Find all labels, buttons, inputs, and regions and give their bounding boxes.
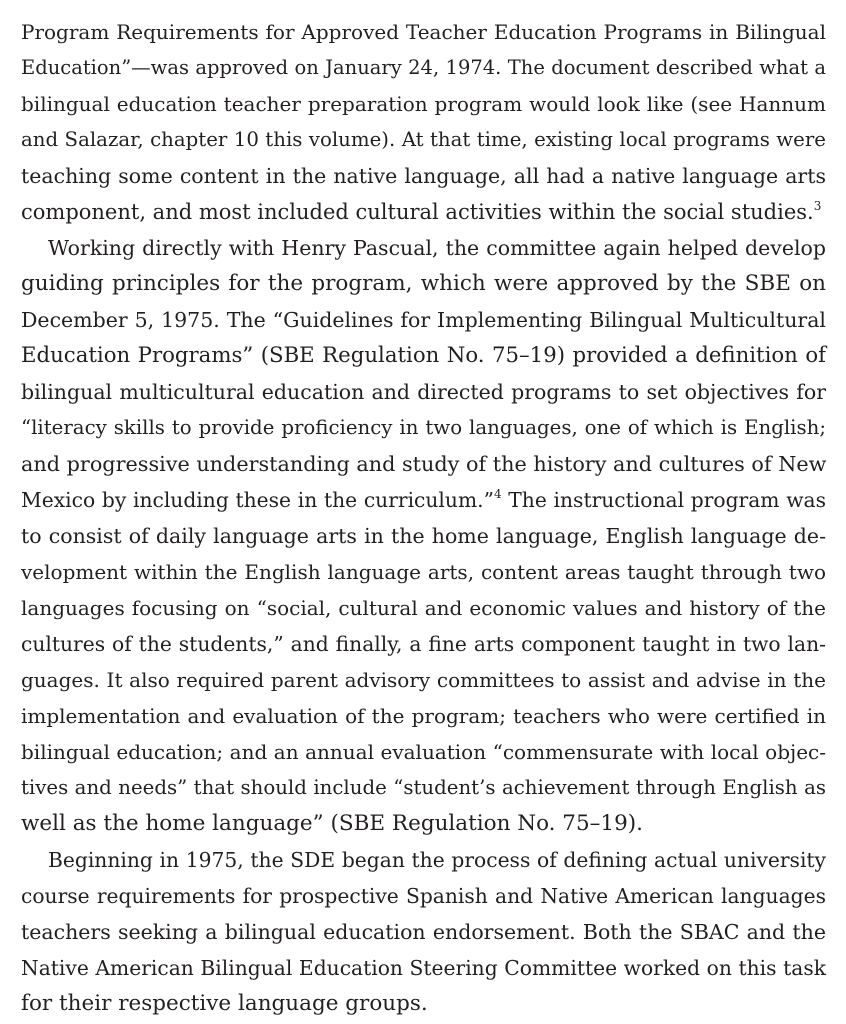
text-line: Beginning in 1975, the SDE began the process of defining actual university bbox=[48, 848, 826, 872]
paragraph-3 bbox=[21, 842, 826, 1022]
text-line: Education Programs” (SBE Regulation No. 75–19) provided a definition of bbox=[21, 343, 826, 368]
text-line: bilingual education; and an annual evaluation “commensurate with local objec- bbox=[21, 740, 826, 764]
text-line: December 5, 1975. The “Guidelines for Implementing Bilingual Multicultural bbox=[21, 308, 826, 332]
text-line: Working directly with Henry Pascual, the committee again helped develop bbox=[48, 236, 826, 260]
text-line: Program Requirements for Approved Teacher Education Programs in Bilingual bbox=[21, 20, 826, 44]
text-line: for their respective language groups. bbox=[21, 991, 428, 1016]
text-line: Native American Bilingual Education Steering Committee worked on this task bbox=[21, 956, 826, 980]
text-line: Education”—was approved on January 24, 1974. The document described what a bbox=[21, 56, 826, 79]
text-line: bilingual multicultural education and directed programs to set objectives for bbox=[21, 380, 826, 404]
text-line: cultures of the students,” and finally, a fine arts component taught in two lan- bbox=[21, 632, 826, 656]
text-line-content: Mexico by including these in the curriculum.” bbox=[21, 488, 494, 512]
footnote-marker: 3 bbox=[813, 199, 822, 213]
text-line: languages focusing on “social, cultural and economic values and history of the bbox=[21, 596, 826, 620]
text-line: well as the home language” (SBE Regulation No. 75–19). bbox=[21, 811, 643, 836]
text-line: guages. It also required parent advisory committees to assist and advise in the bbox=[21, 668, 826, 692]
text-line-content: The instructional program was bbox=[501, 488, 827, 512]
text-line: “literacy skills to provide proficiency in two languages, one of which is English; bbox=[21, 416, 826, 439]
text-line bbox=[21, 482, 826, 518]
text-line: implementation and evaluation of the program; teachers who were certified in bbox=[21, 704, 826, 728]
text-line: tives and needs” that should include “student’s achievement through English as bbox=[21, 776, 826, 799]
text-line: and progressive understanding and study of the history and cultures of New bbox=[21, 452, 827, 476]
text-line bbox=[21, 194, 826, 230]
footnote-marker: 4 bbox=[493, 487, 502, 501]
text-line: teachers seeking a bilingual education endorsement. Both the SBAC and the bbox=[21, 920, 826, 944]
text-line: and Salazar, chapter 10 this volume). At that time, existing local programs were bbox=[21, 128, 826, 151]
text-line: to consist of daily language arts in the home language, English language de- bbox=[21, 524, 826, 548]
text-line-content: component, and most included cultural activities within the social studies. bbox=[21, 200, 814, 224]
paragraph-1 bbox=[21, 14, 826, 230]
text-line: course requirements for prospective Spanish and Native American languages bbox=[21, 884, 826, 908]
text-line: bilingual education teacher preparation program would look like (see Hannum bbox=[21, 92, 826, 116]
text-line: teaching some content in the native language, all had a native language arts bbox=[21, 164, 826, 188]
paragraph-2 bbox=[21, 230, 826, 842]
text-line: velopment within the English language arts, content areas taught through two bbox=[21, 560, 826, 584]
text-line: guiding principles for the program, which were approved by the SBE on bbox=[21, 271, 826, 296]
